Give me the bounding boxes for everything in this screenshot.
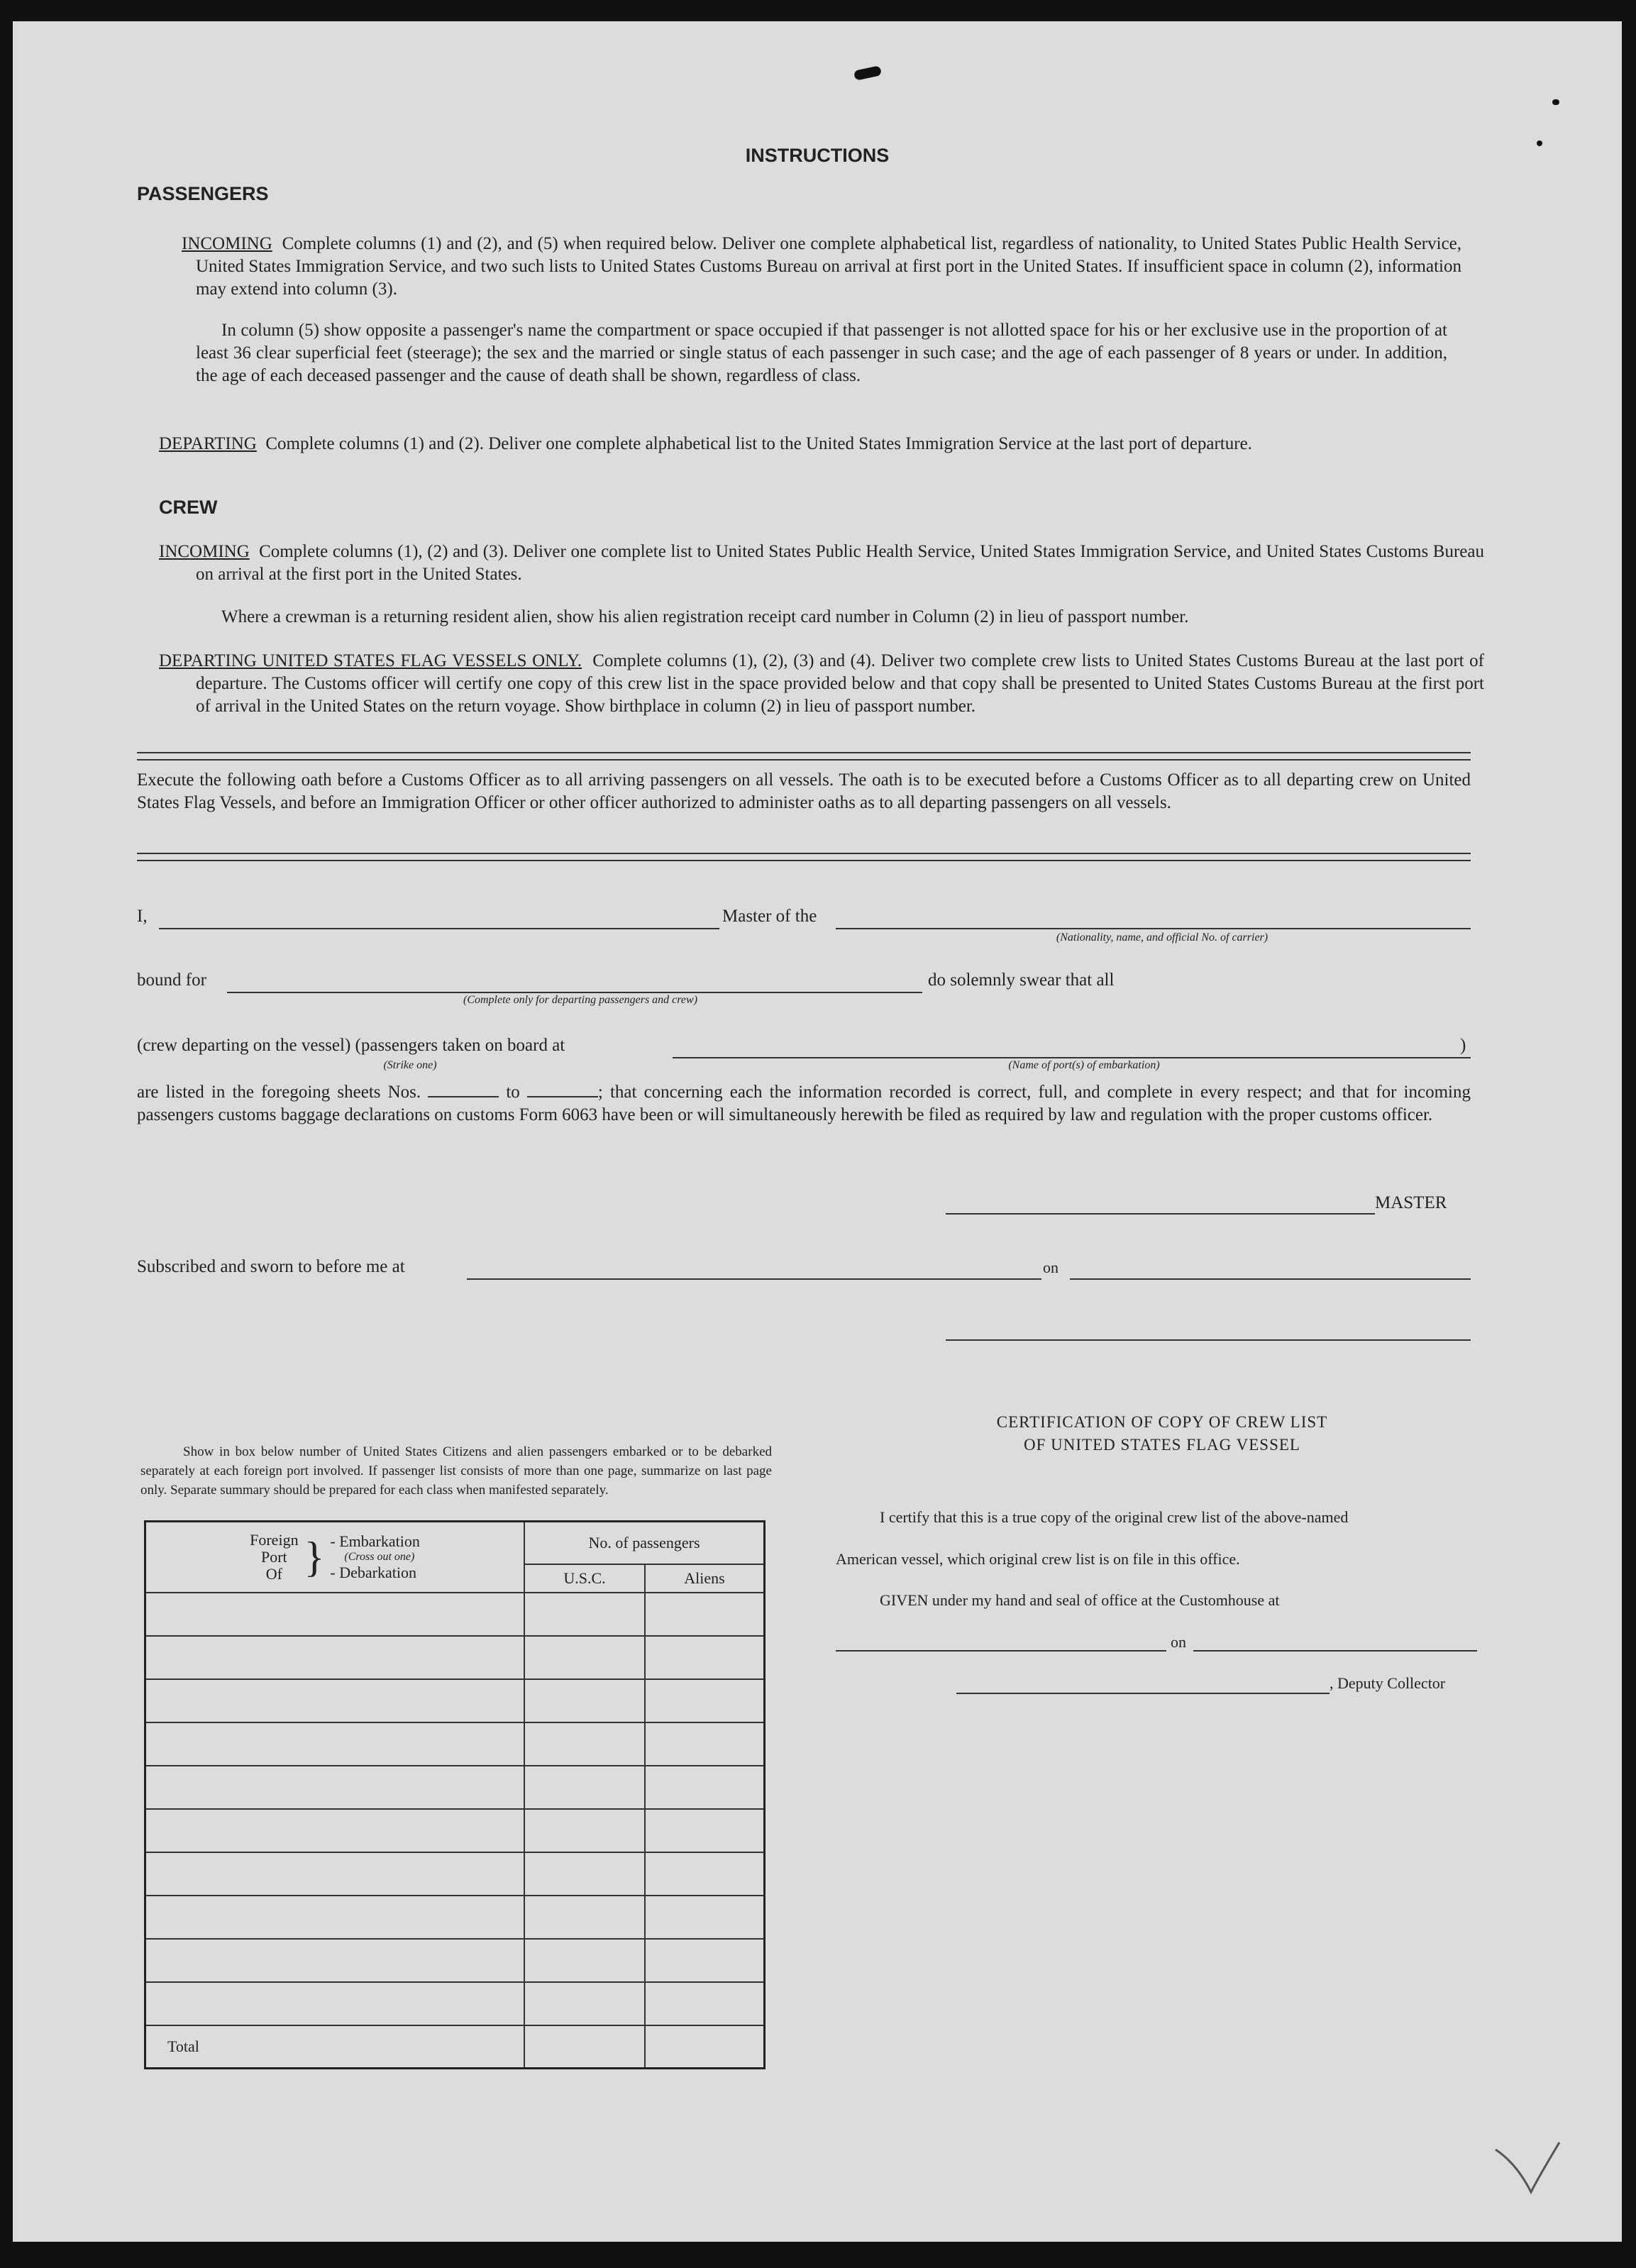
total-row bbox=[145, 2025, 765, 2069]
passengers-heading: PASSENGERS bbox=[137, 183, 269, 204]
oath-rest-text: ; that concerning each the information recorded is correct, full, and complete in every respect; and that for incoming passengers customs baggage declarations on customs Form 6063 have been or will simultaneously herewith be filed as required by law and regulation with the proper customs officer. bbox=[137, 1083, 1471, 1124]
aliens-cell[interactable] bbox=[645, 1679, 765, 1722]
table-row bbox=[145, 1939, 765, 1982]
aliens-cell[interactable] bbox=[645, 1982, 765, 2025]
officer-signature-field[interactable] bbox=[946, 1339, 1471, 1341]
usc-cell[interactable] bbox=[524, 1593, 645, 1636]
cert-on-label: on bbox=[1171, 1633, 1186, 1651]
master-name-field[interactable] bbox=[159, 928, 719, 929]
aliens-cell[interactable] bbox=[645, 1939, 765, 1982]
table-row bbox=[145, 1809, 765, 1852]
sheets-nos-label: are listed in the foregoing sheets Nos. bbox=[137, 1083, 421, 1102]
passenger-summary-table bbox=[144, 1520, 766, 2069]
crew-passengers-label: (crew departing on the vessel) (passengers taken on board at bbox=[137, 1036, 565, 1055]
certify-line-2: American vessel, which original crew list is on file in this office. bbox=[836, 1550, 1240, 1568]
embarkation-label: - Embarkation bbox=[330, 1532, 420, 1550]
foreign-label: Foreign bbox=[250, 1530, 299, 1549]
usc-cell[interactable] bbox=[524, 1809, 645, 1852]
aliens-cell[interactable] bbox=[645, 1896, 765, 1939]
deputy-signature-field[interactable] bbox=[956, 1693, 1330, 1694]
crew-incoming-label: INCOMING bbox=[159, 542, 250, 561]
port-cell[interactable] bbox=[145, 1939, 525, 1982]
port-header-cell bbox=[145, 1522, 525, 1593]
cert-date-field[interactable] bbox=[1193, 1650, 1477, 1652]
table-row bbox=[145, 1722, 765, 1766]
total-label: Total bbox=[145, 2025, 525, 2069]
instructions-heading: INSTRUCTIONS bbox=[745, 145, 890, 166]
passengers-departing-block bbox=[159, 433, 1484, 455]
master-of-the-label: Master of the bbox=[722, 907, 817, 926]
master-label: MASTER bbox=[1375, 1193, 1447, 1212]
aliens-cell[interactable] bbox=[645, 1766, 765, 1809]
port-cell[interactable] bbox=[145, 1766, 525, 1809]
port-cell[interactable] bbox=[145, 1636, 525, 1679]
table-row bbox=[145, 1896, 765, 1939]
port-cell[interactable] bbox=[145, 1593, 525, 1636]
pencil-checkmark bbox=[1488, 2135, 1574, 2206]
section-divider bbox=[137, 853, 1471, 861]
aliens-cell[interactable] bbox=[645, 1852, 765, 1896]
usc-cell[interactable] bbox=[524, 1636, 645, 1679]
given-line: GIVEN under my hand and seal of office at the Customhouse at bbox=[880, 1591, 1280, 1609]
subscribed-label: Subscribed and sworn to before me at bbox=[137, 1257, 405, 1276]
section-divider bbox=[137, 752, 1471, 760]
bound-for-field[interactable] bbox=[227, 992, 922, 993]
strike-caption: (Strike one) bbox=[383, 1059, 437, 1071]
port-label: Port bbox=[261, 1547, 287, 1566]
ink-speck bbox=[1552, 99, 1559, 105]
cross-out-label: (Cross out one) bbox=[344, 1550, 415, 1563]
usc-header: U.S.C. bbox=[524, 1564, 645, 1593]
table-row bbox=[145, 1636, 765, 1679]
port-cell[interactable] bbox=[145, 1722, 525, 1766]
resident-alien-note: Where a crewman is a returning resident alien, show his alien registration receipt card number in Column (2) in lieu of passport number. bbox=[221, 607, 1189, 626]
sheet-from-field[interactable] bbox=[428, 1082, 499, 1097]
crew-departing-block bbox=[159, 650, 1484, 718]
form-page bbox=[13, 21, 1622, 2242]
bound-for-caption: (Complete only for departing passengers and crew) bbox=[463, 994, 698, 1006]
usc-cell[interactable] bbox=[524, 1722, 645, 1766]
crew-incoming-text: Complete columns (1), (2) and (3). Deliver one complete list to United States Public Health Service, United States Immigration Service, and United States Customs Bureau on arrival at the first port in the United States. bbox=[196, 542, 1484, 584]
customhouse-field[interactable] bbox=[836, 1650, 1166, 1652]
passengers-incoming-block bbox=[182, 233, 1461, 301]
usc-cell[interactable] bbox=[524, 1766, 645, 1809]
passengers-departing-text: Complete columns (1) and (2). Deliver one complete alphabetical list to the United States Immigration Service at the last port of departure. bbox=[265, 434, 1252, 453]
table-row bbox=[145, 1766, 765, 1809]
ink-blot bbox=[853, 65, 882, 81]
aliens-cell[interactable] bbox=[645, 1809, 765, 1852]
debarkation-label: - Debarkation bbox=[330, 1563, 416, 1581]
aliens-cell[interactable] bbox=[645, 1636, 765, 1679]
table-row bbox=[145, 1982, 765, 2025]
sheet-to-field[interactable] bbox=[527, 1082, 598, 1097]
deputy-collector-label: , Deputy Collector bbox=[1330, 1674, 1446, 1692]
oath-statement bbox=[137, 1081, 1471, 1127]
aliens-cell[interactable] bbox=[645, 1722, 765, 1766]
total-usc-cell[interactable] bbox=[524, 2025, 645, 2069]
ports-caption: (Name of port(s) of embarkation) bbox=[1008, 1059, 1160, 1071]
summary-instructions: Show in box below number of United States Citizens and alien passengers embarked or to be debarked separately at each foreign port involved. If passenger list consists of more than one page, summarize on last page only. Separate summary should be prepared for each class when manifested separately. bbox=[140, 1444, 772, 1498]
crew-heading: CREW bbox=[159, 497, 218, 518]
certify-line-1: I certify that this is a true copy of the original crew list of the above-named bbox=[880, 1508, 1349, 1526]
table-row bbox=[145, 1679, 765, 1722]
port-cell[interactable] bbox=[145, 1809, 525, 1852]
usc-cell[interactable] bbox=[524, 1679, 645, 1722]
aliens-header: Aliens bbox=[645, 1564, 765, 1593]
sworn-on-label: on bbox=[1043, 1259, 1059, 1276]
carrier-field[interactable] bbox=[836, 928, 1471, 929]
oath-intro: Execute the following oath before a Customs Officer as to all arriving passengers on all vessels. The oath is to be executed before a Customs Officer as to all departing crew on United States Flag Vessels, and before an Immigration Officer or other officer authorized to administer oaths as to all departing passengers on all vessels. bbox=[137, 770, 1471, 812]
certification-title-1: CERTIFICATION OF COPY OF CREW LIST bbox=[996, 1413, 1328, 1431]
sworn-date-field[interactable] bbox=[1070, 1278, 1471, 1280]
usc-cell[interactable] bbox=[524, 1939, 645, 1982]
total-aliens-cell[interactable] bbox=[645, 2025, 765, 2069]
usc-cell[interactable] bbox=[524, 1982, 645, 2025]
port-cell[interactable] bbox=[145, 1982, 525, 2025]
passengers-departing-label: DEPARTING bbox=[159, 434, 257, 453]
passengers-incoming-label: INCOMING bbox=[182, 234, 272, 253]
crew-incoming-block bbox=[159, 541, 1484, 586]
of-label: Of bbox=[265, 1564, 282, 1583]
ports-field[interactable] bbox=[673, 1057, 1471, 1058]
master-signature-field[interactable] bbox=[946, 1213, 1375, 1215]
oath-i-label: I, bbox=[137, 907, 148, 926]
to-label: to bbox=[506, 1083, 520, 1102]
column5-instructions: In column (5) show opposite a passenger's name the compartment or space occupied if that passenger is not allotted space for his or her exclusive use in the proportion of at least 36 clear superficial feet (steerage); the sex and the married or single status of each passenger in such case; and the age of each passenger of 8 years or under. In addition, the age of each deceased passenger and the cause of death shall be shown, regardless of class. bbox=[196, 321, 1447, 385]
close-paren: ) bbox=[1460, 1036, 1466, 1055]
bound-for-label: bound for bbox=[137, 970, 206, 990]
sworn-place-field[interactable] bbox=[467, 1278, 1041, 1280]
carrier-caption: (Nationality, name, and official No. of carrier) bbox=[1056, 931, 1269, 944]
crew-departing-text: Complete columns (1), (2), (3) and (4). Deliver two complete crew lists to United States Customs Bureau at the last port of departure. The Customs officer will certify one copy of this crew list in the space provided below and that copy shall be presented to United States Customs Bureau at the first port of arrival in the United States on the return voyage. Show birthplace in column (2) in lieu of passport number. bbox=[196, 651, 1484, 716]
brace-mark: } bbox=[304, 1533, 325, 1581]
passengers-incoming-text: Complete columns (1) and (2), and (5) when required below. Deliver one complete alphabetical list, regardless of nationality, to United States Public Health Service, United States Immigration Service, and two such lists to United States Customs Bureau on arrival at first port in the United States. If insufficient space in column (2), information may extend into column (3). bbox=[196, 234, 1462, 299]
usc-cell[interactable] bbox=[524, 1852, 645, 1896]
table-row bbox=[145, 1593, 765, 1636]
port-cell[interactable] bbox=[145, 1679, 525, 1722]
swear-label: do solemnly swear that all bbox=[928, 970, 1115, 990]
table-row bbox=[145, 1852, 765, 1896]
aliens-cell[interactable] bbox=[645, 1593, 765, 1636]
crew-departing-label: DEPARTING UNITED STATES FLAG VESSELS ONLY. bbox=[159, 651, 582, 670]
no-passengers-header: No. of passengers bbox=[524, 1522, 765, 1564]
usc-cell[interactable] bbox=[524, 1896, 645, 1939]
port-cell[interactable] bbox=[145, 1852, 525, 1896]
port-cell[interactable] bbox=[145, 1896, 525, 1939]
certification-title-2: OF UNITED STATES FLAG VESSEL bbox=[1024, 1436, 1300, 1454]
